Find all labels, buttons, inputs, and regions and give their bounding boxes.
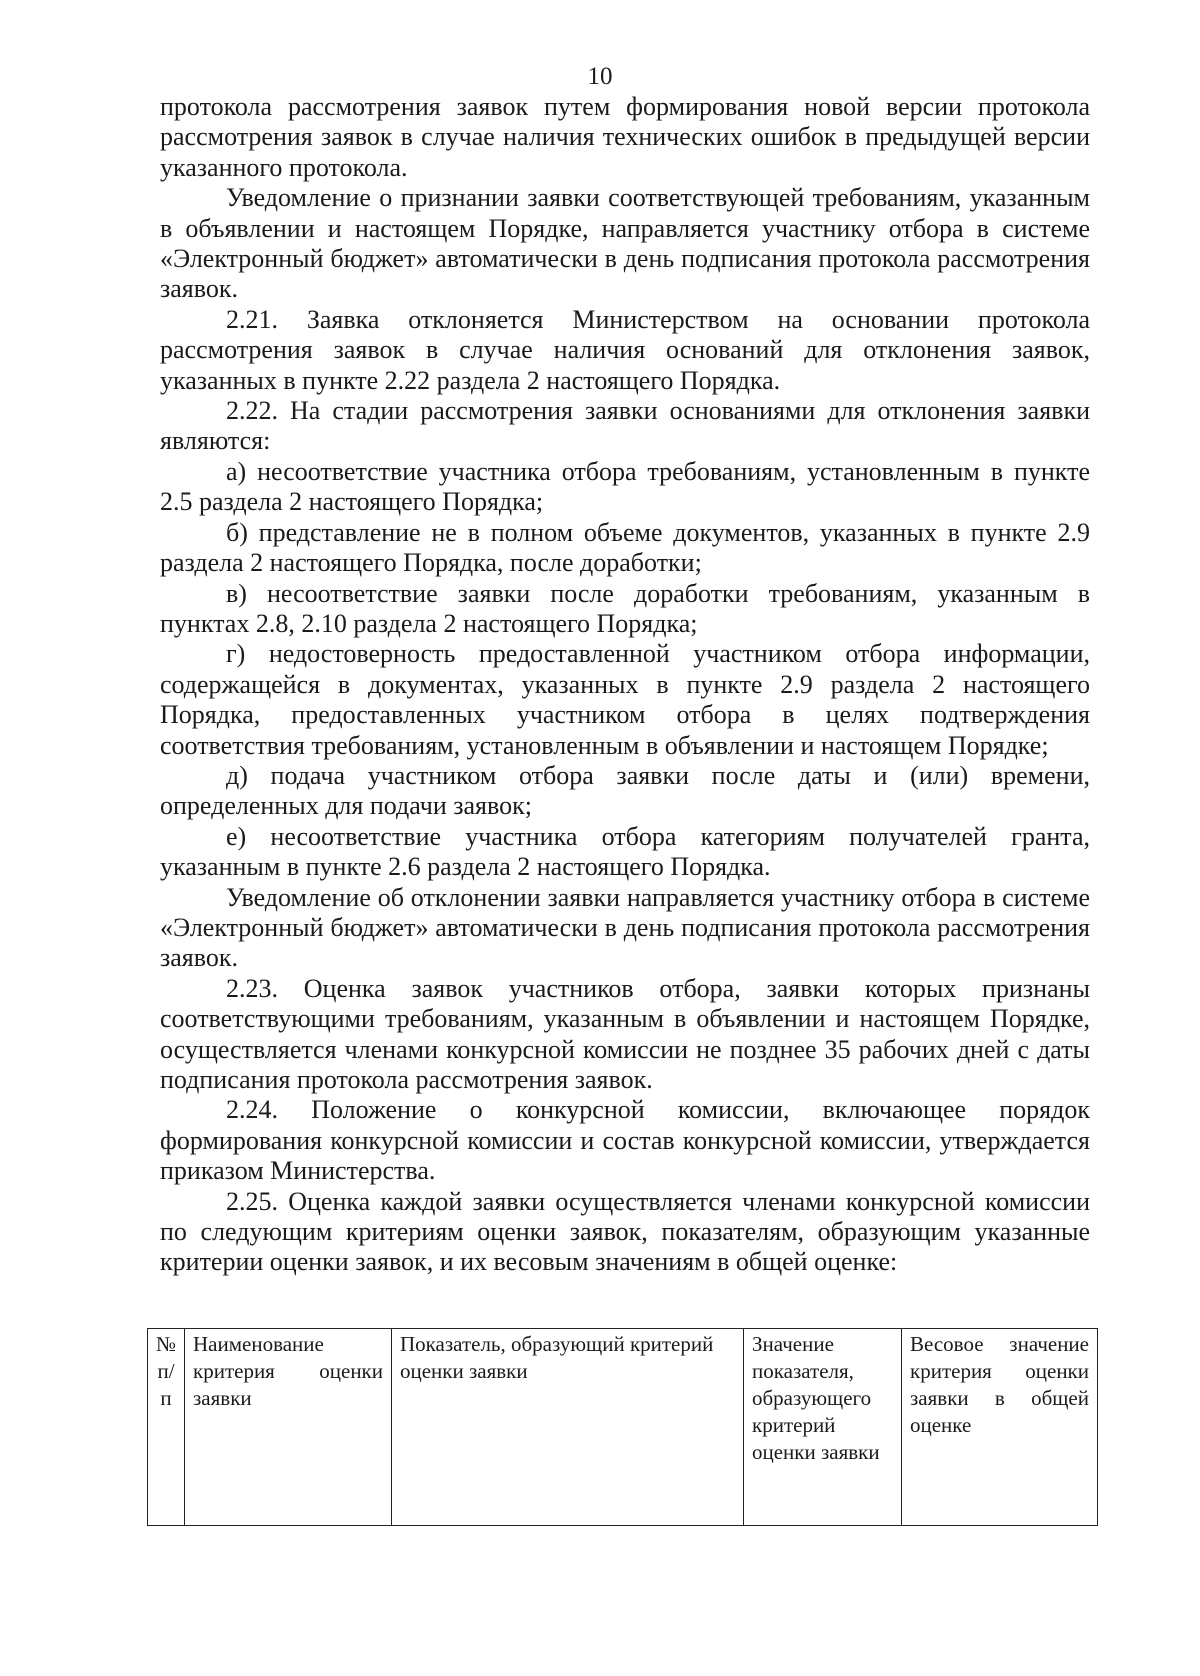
header-indicator-value: Значение показателя, образующего критерий оценки заявки: [744, 1329, 902, 1526]
header-indicator: Показатель, образующий критерий оценки заявки: [392, 1329, 744, 1526]
header-weight: Весовое значение критерия оценки заявки в общей оценке: [902, 1329, 1098, 1526]
header-criterion-name: Наименование критерия оценки заявки: [185, 1329, 392, 1526]
page-number: 10: [587, 63, 613, 90]
criteria-table: [147, 1328, 1098, 1526]
header-number: № п/п: [148, 1329, 185, 1526]
paragraph-2-21: 2.21. Заявка отклоняется Министерством на основании протокола рассмотрения заявок в случае наличия оснований для отклонения заявок, указанных в пункте 2.22 раздела 2 настоящего Порядка.: [160, 304, 1090, 395]
list-item-a: а) несоответствие участника отбора требованиям, установленным в пункте 2.5 раздела 2 настоящего Порядка;: [160, 456, 1090, 517]
paragraph-2-25: 2.25. Оценка каждой заявки осуществляется членами конкурсной комиссии по следующим критериям оценки заявок, показателям, образующим указанные критерии оценки заявок, и их весовым значениям в общей оценке:: [160, 1186, 1090, 1277]
list-item-v: в) несоответствие заявки после доработки требованиям, указанным в пунктах 2.8, 2.10 раздела 2 настоящего Порядка;: [160, 578, 1090, 638]
paragraph-2-24: 2.24. Положение о конкурсной комиссии, включающее порядок формирования конкурсной комиссии и состав конкурсной комиссии, утверждается приказом Министерства.: [160, 1095, 1090, 1186]
list-item-b: б) представление не в полном объеме документов, указанных в пункте 2.9 раздела 2 настоящего Порядка, после доработки;: [160, 517, 1090, 578]
paragraph-2-22: 2.22. На стадии рассмотрения заявки основаниями для отклонения заявки являются:: [160, 396, 1090, 456]
list-item-d: д) подача участником отбора заявки после даты и (или) времени, определенных для подачи заявок;: [160, 760, 1090, 821]
table-header-row: [148, 1329, 1098, 1526]
paragraph-continuation: протокола рассмотрения заявок путем формирования новой версии протокола рассмотрения заявок в случае наличия технических ошибок в предыдущей версии указанного протокола.: [160, 92, 1090, 182]
paragraph-notice-acceptance: Уведомление о признании заявки соответствующей требованиям, указанным в объявлении и настоящем Порядке, направляется участнику отбора в системе «Электронный бюджет» автоматически в день подписания протокола рассмотрения заявок.: [160, 183, 1090, 304]
paragraph-2-23: 2.23. Оценка заявок участников отбора, заявки которых признаны соответствующими требованиям, указанным в объявлении и настоящем Порядке, осуществляется членами конкурсной комиссии не позднее 35 рабочих дней с даты подписания протокола рассмотрения заявок.: [160, 973, 1090, 1094]
paragraph-notice-rejection: Уведомление об отклонении заявки направляется участнику отбора в системе «Электронный бюджет» автоматически в день подписания протокола рассмотрения заявок.: [160, 882, 1090, 973]
list-item-e: е) несоответствие участника отбора категориям получателей гранта, указанным в пункте 2.6 раздела 2 настоящего Порядка.: [160, 821, 1090, 882]
document-body: [160, 92, 1090, 1278]
list-item-g: г) недостоверность предоставленной участником отбора информации, содержащейся в документах, указанных в пункте 2.9 раздела 2 настоящего Порядка, предоставленных участником отбора в целях подтверждения соответствия требованиям, установленным в объявлении и настоящем Порядке;: [160, 639, 1090, 760]
